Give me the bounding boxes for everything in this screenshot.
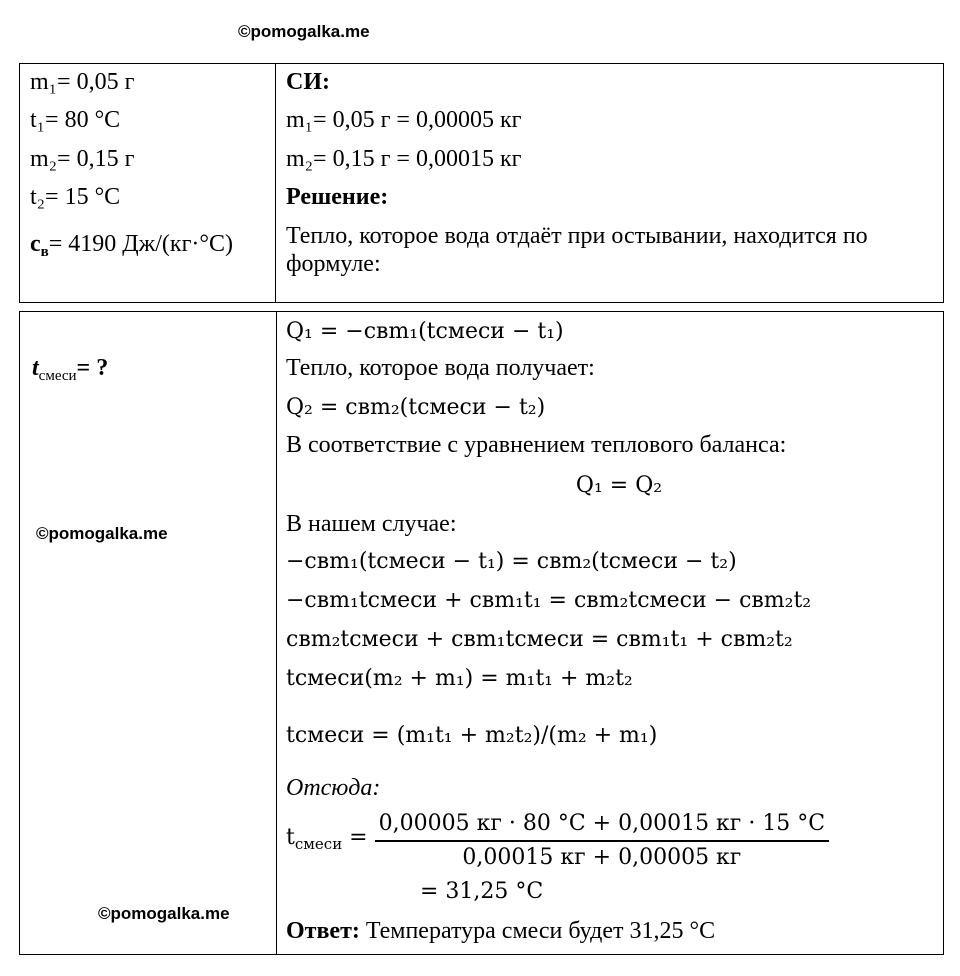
text-heat-received: Тепло, которое вода получает: (286, 355, 595, 381)
find-rest: = ? (76, 355, 109, 381)
equation-result: = 31,25 °C (420, 879, 544, 904)
find-subscript: смеси (38, 368, 77, 384)
c-subscript: в (40, 244, 49, 260)
watermark-bottom: ©pomogalka.me (98, 904, 230, 923)
text-in-our-case: В нашем случае: (286, 511, 457, 537)
answer-label: Ответ: (286, 918, 360, 944)
find-quantity (32, 354, 108, 390)
solution-heading: Решение: (286, 184, 389, 210)
numeric-fraction (375, 810, 830, 872)
fraction-numerator: 0,00005 кг · 80 °C + 0,00015 кг · 15 °C (375, 810, 830, 842)
equation-numeric: $t_{смеси}$ = $\frac{0,00005 кг \cdot 80 ^\circ C + 0,00015 кг \cdot 15 ^\circ C}{0,00015 кг + 0,00005 кг}$ (286, 810, 829, 872)
equation-q2: Q₂ = cвm₂(tсмеси − t₂) (286, 395, 546, 420)
equation-factored: tсмеси(m₂ + m₁) = m₁t₁ + m₂t₂ (286, 666, 633, 691)
given-table-top (19, 63, 944, 303)
given-specific-heat (30, 230, 233, 266)
c-value: = 4190 Дж/(кг·°С) (48, 231, 234, 257)
equation-rearranged: cвm₂tсмеси + cвm₁tсмеси = cвm₁t₁ + cвm₂t₂ (286, 627, 793, 652)
c-symbol: с (30, 231, 41, 257)
text-heat-balance: В соответствие с уравнением теплового баланса: (286, 432, 787, 458)
text-hence: Отсюда: (286, 775, 381, 801)
equation-expanded: −cвm₁tсмеси + cвm₁t₁ = cвm₂tсмеси − cвm₂t₂ (286, 588, 812, 613)
find-symbol: t (32, 355, 39, 381)
equation-formula: tсмеси = (m₁t₁ + m₂t₂)/(m₂ + m₁) (286, 723, 658, 748)
si-m1: m₁= 0,05 г = 0,00005 кг (286, 107, 522, 133)
si-m2: m₂= 0,15 г = 0,00015 кг (286, 146, 522, 172)
watermark-middle: ©pomogalka.me (36, 524, 168, 543)
answer (286, 917, 715, 945)
given-m2: m₂= 0,15 г (30, 146, 135, 172)
si-heading: СИ: (286, 69, 330, 95)
given-t2: t₂= 15 °С (30, 184, 121, 210)
column-divider (276, 312, 277, 954)
answer-text: Температура смеси будет 31,25 °C (359, 918, 716, 944)
watermark-top: ©pomogalka.me (238, 22, 370, 41)
column-divider (275, 64, 276, 302)
equation-balance: Q₁ = Q₂ (575, 473, 663, 498)
given-m1: m₁= 0,05 г (30, 69, 135, 95)
equation-q1: Q₁ = −cвm₁(tсмеси − t₁) (286, 319, 564, 344)
equation-substituted: −cвm₁(tсмеси − t₁) = cвm₂(tсмеси − t₂) (286, 549, 737, 574)
solution-table-bottom (19, 311, 944, 955)
fraction-denominator: 0,00015 кг + 0,00005 кг (462, 845, 742, 870)
given-t1: t₁= 80 °С (30, 107, 121, 133)
solution-intro: Тепло, которое вода отдаёт при остывании, находится по формуле: (286, 223, 868, 277)
